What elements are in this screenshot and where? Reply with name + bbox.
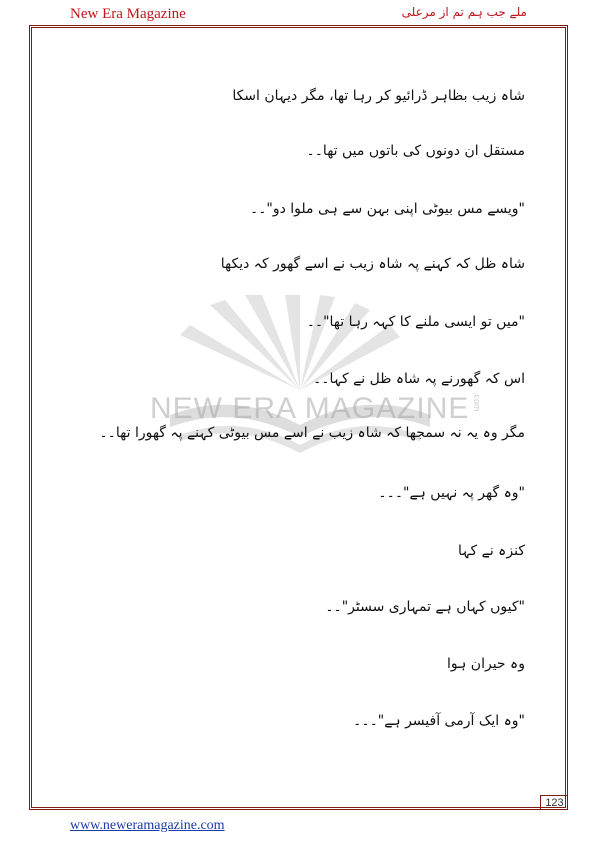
novel-title-header: ملے جب ہم تم از مرعلی (401, 5, 527, 19)
watermark-text: NEW ERA MAGAZINE (150, 392, 470, 425)
body-line: مگر وہ یہ نہ سمجھا کہ شاہ زیب نے اسے مس بیوٹی کہنے پہ گھورا تھا۔۔ (99, 425, 525, 441)
body-line: "وہ گھر پہ نہیں ہے"۔۔۔ (378, 485, 525, 501)
body-line: شاہ ظل کہ کہنے پہ شاہ زیب نے اسے گھور کہ دیکھا (220, 256, 525, 272)
body-line: "میں تو ایسی ملنے کا کہہ رہا تھا"۔۔ (306, 314, 525, 330)
body-line: وہ حیران ہوا (447, 656, 525, 672)
website-link[interactable]: www.neweramagazine.com (70, 818, 225, 833)
body-line: "کیوں کہاں ہے تمہاری سسٹر"۔۔ (325, 599, 525, 615)
body-line: اس کہ گھورنے پہ شاہ ظل نے کہا۔۔ (313, 371, 525, 387)
body-line: مستقل ان دونوں کی باتوں میں تھا۔۔ (306, 143, 525, 159)
body-line: شاہ زیب بظاہر ڈرائیو کر رہا تھا، مگر دیہان اسکا (232, 88, 525, 104)
body-line: "وہ ایک آرمی آفیسر ہے"۔۔۔ (353, 713, 525, 729)
body-line: کنزہ نے کہا (458, 543, 525, 559)
magazine-name-header: New Era Magazine (70, 6, 186, 22)
page-number: 123 (540, 795, 568, 810)
body-line: "ویسے مس بیوٹی اپنی بہن سے ہی ملوا دو"۔۔ (250, 201, 525, 217)
watermark-com-suffix: .com (472, 392, 482, 412)
